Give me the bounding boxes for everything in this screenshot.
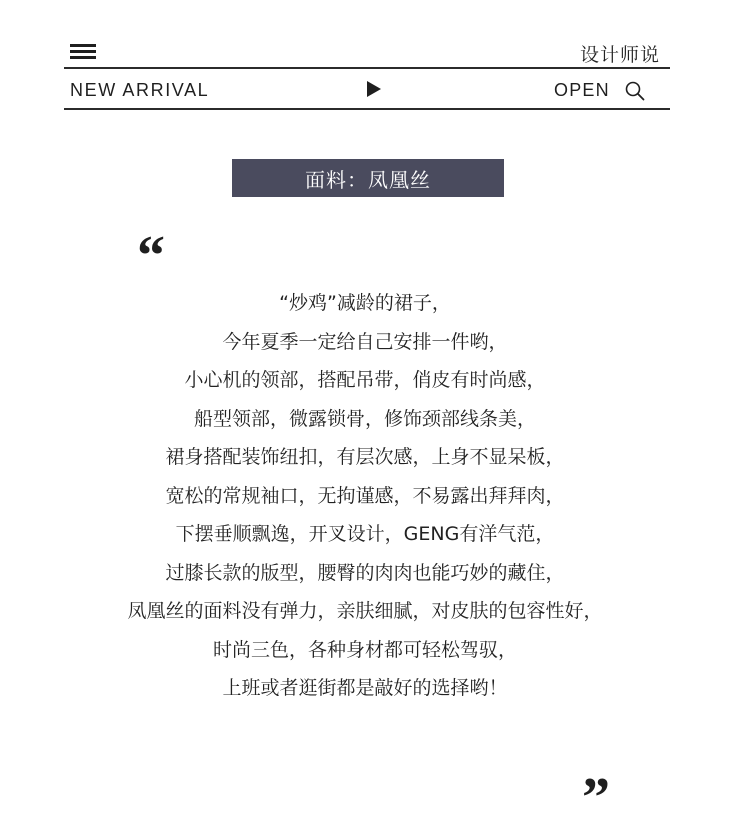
nav-divider bbox=[64, 108, 670, 110]
designer-says-link[interactable]: 设计师说 bbox=[579, 44, 660, 66]
open-quote-mark: “ bbox=[137, 225, 165, 287]
hamburger-menu-icon[interactable] bbox=[70, 44, 96, 60]
description-line: 小心机的领部，搭配吊带，俏皮有时尚感， bbox=[184, 369, 546, 391]
fabric-banner bbox=[232, 159, 504, 197]
description-line: 宽松的常规袖口，无拘谨感，不易露出拜拜肉， bbox=[165, 484, 565, 507]
search-icon[interactable] bbox=[624, 80, 646, 102]
description-line: 下摆垂顺飘逸，开叉设计，GENG有洋气范， bbox=[175, 523, 555, 545]
close-quote-mark: ” bbox=[582, 767, 610, 829]
product-description bbox=[0, 284, 730, 708]
top-bar bbox=[64, 34, 670, 68]
description-line: 船型领部，微露锁骨，修饰颈部线条美， bbox=[193, 407, 536, 430]
description-line: 上班或者逛街都是敲好的选择哟！ bbox=[222, 677, 508, 699]
description-line: “炒鸡”减龄的裙子， bbox=[279, 292, 451, 314]
description-line: 凤凰丝的面料没有弹力，亲肤细腻，对皮肤的包容性好， bbox=[127, 600, 603, 622]
description-line: 时尚三色，各种身材都可轻松驾驭， bbox=[212, 638, 517, 661]
play-icon[interactable] bbox=[367, 81, 381, 97]
nav-bar bbox=[64, 68, 670, 108]
open-link[interactable]: OPEN bbox=[554, 80, 610, 100]
description-line: 今年夏季一定给自己安排一件哟， bbox=[222, 330, 508, 353]
description-line: 裙身搭配装饰纽扣，有层次感，上身不显呆板， bbox=[165, 446, 565, 468]
new-arrival-link[interactable]: NEW ARRIVAL bbox=[70, 80, 210, 100]
fabric-banner-label: 面料：凤凰丝 bbox=[305, 167, 431, 192]
description-line: 过膝长款的版型，腰臀的肉肉也能巧妙的藏住， bbox=[165, 561, 565, 584]
